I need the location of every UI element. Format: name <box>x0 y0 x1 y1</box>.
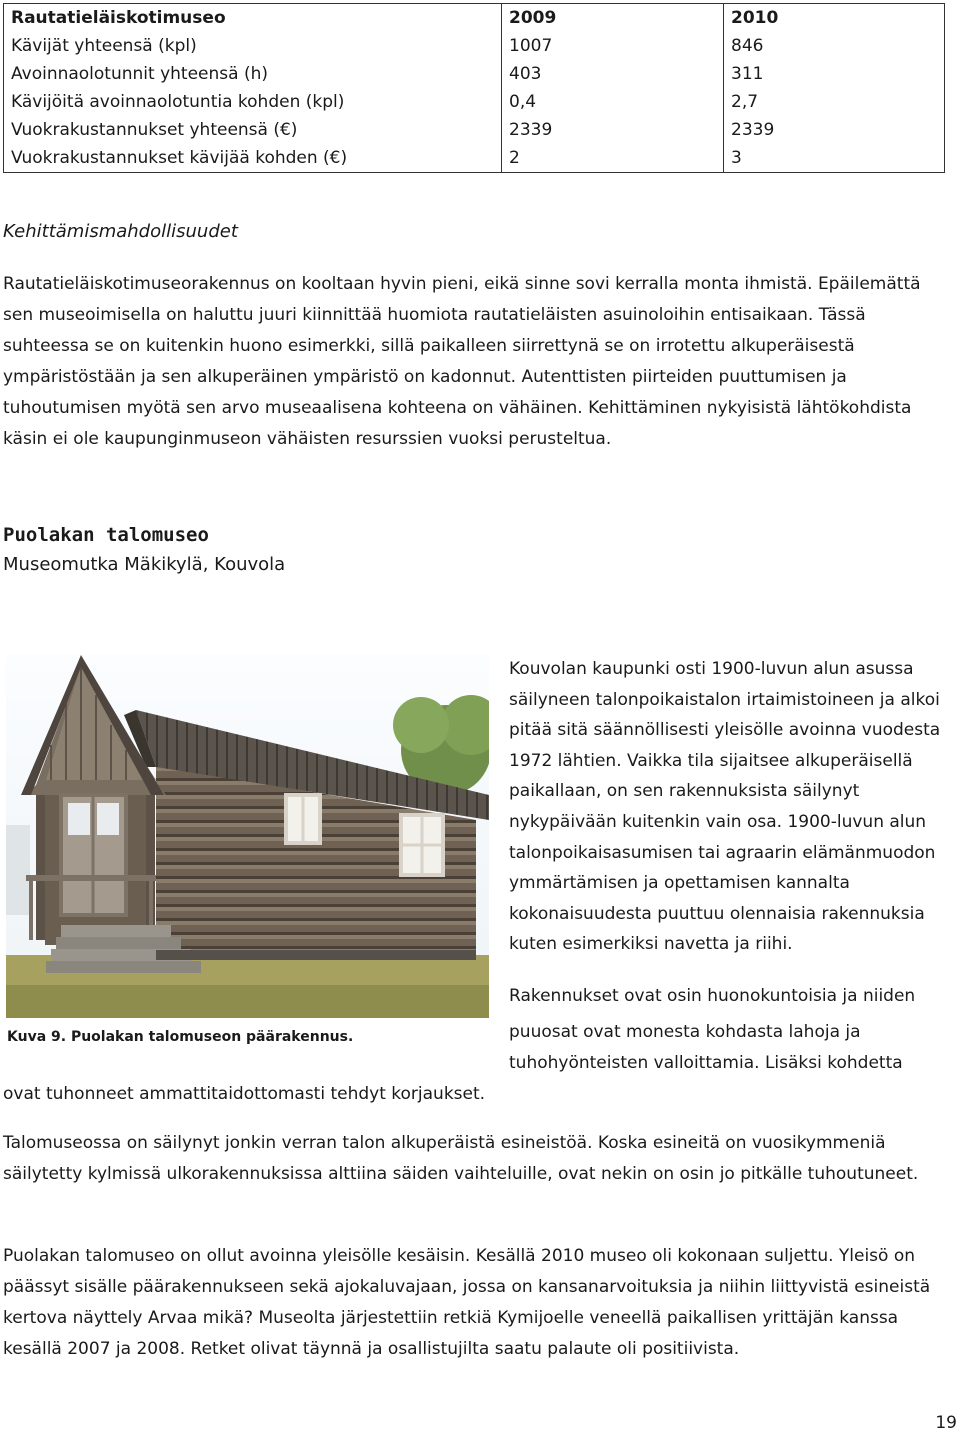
table-cell: Kävijät yhteensä (kpl) <box>11 36 197 56</box>
table-row <box>4 32 945 60</box>
table-header-cell: 2009 <box>502 4 724 33</box>
table-row <box>4 88 945 116</box>
table-cell: 846 <box>731 36 764 56</box>
table-header-cell: 2010 <box>731 8 779 28</box>
side-paragraph: Kouvolan kaupunki osti 1900-luvun alun asussa säilyneen talonpoikaistalon irtaimistoineen ja alkoi pitää sitä säännöllisesti yleisölle avoinna vuodesta 1972 lähtien. Vaikka tila sijaitsee alkuperäisellä paikallaan, on sen rakennuksista säilynyt nykypäivään kuitenkin vain osa. 1900-luvun alun talonpoikaisasumisen tai agraarin elämänmuodon ymmärtämisen ja opettamisen kannalta kokonaisuudesta puuttuu olennaisia rakennuksia kuten esimerkiksi navetta ja riihi. <box>509 659 941 955</box>
museum-house-photo <box>6 655 489 1018</box>
visitor-statistics-table <box>3 3 945 173</box>
table-cell: Vuokrakustannukset yhteensä (€) <box>11 120 298 140</box>
section-heading: Kehittämismahdollisuudet <box>3 221 238 242</box>
table-header-row <box>4 4 945 33</box>
page-number: 19 <box>935 1413 957 1433</box>
table-row <box>4 60 945 88</box>
table-cell: 2339 <box>731 120 775 140</box>
table-cell: 0,4 <box>502 88 724 116</box>
table-cell: 3 <box>731 148 742 168</box>
side-paragraph-continued: puuosat ovat monesta kohdasta lahoja ja tuhohyönteisten valloittamia. Lisäksi kohdetta <box>509 1022 903 1073</box>
table-cell: 2,7 <box>731 92 759 112</box>
table-cell: 311 <box>731 64 764 84</box>
table-cell: Avoinnaolotunnit yhteensä (h) <box>11 64 269 84</box>
museum-location: Museomutka Mäkikylä, Kouvola <box>3 554 286 575</box>
table-cell: 2339 <box>502 116 724 144</box>
side-paragraph-continued: Rakennukset ovat osin huonokuntoisia ja niiden <box>509 986 916 1006</box>
paragraph-collections: Talomuseossa on säilynyt jonkin verran talon alkuperäistä esineistöä. Koska esineitä on vuosikymmeniä säilytetty kylmissä ulkorakennuksissa alttiina säiden vaihteluille, ovat nekin on osin jo pitkälle tuhoutuneet. <box>3 1133 919 1184</box>
table-cell: 1007 <box>502 32 724 60</box>
museum-title: Puolakan talomuseo <box>3 524 209 546</box>
paragraph-tail: ovat tuhonneet ammattitaidottomasti tehdyt korjaukset. <box>3 1084 486 1104</box>
table-row <box>4 116 945 144</box>
table-cell: Vuokrakustannukset kävijää kohden (€) <box>11 148 348 168</box>
paragraph-development: Rautatieläiskotimuseorakennus on kooltaan hyvin pieni, eikä sinne sovi kerralla monta ihmistä. Epäilemättä sen museoimisella on haluttu juuri kiinnittää huomiota rautatieläisten asuinoloihin entisaikaan. Tässä suhteessa se on kuitenkin huono esimerkki, sillä paikalleen siirrettynä se on irrotettu alkuperäisestä ympäristöstään ja sen alkuperäinen ympäristö on kadonnut. Autenttisten piirteiden puuttumisen ja tuhoutumisen myötä sen arvo museaalisena kohteena on vähäinen. Kehittäminen nykyisistä lähtökohdista käsin ei ole kaupunginmuseon vähäisten resurssien vuoksi perusteltua. <box>3 274 921 449</box>
table-cell: Kävijöitä avoinnaolotuntia kohden (kpl) <box>11 92 345 112</box>
table-row <box>4 144 945 173</box>
table-header-cell: Rautatieläiskotimuseo <box>11 8 226 28</box>
photo-caption: Kuva 9. Puolakan talomuseon päärakennus. <box>7 1029 354 1045</box>
paragraph-opening: Puolakan talomuseo on ollut avoinna yleisölle kesäisin. Kesällä 2010 museo oli kokonaan suljettu. Yleisö on päässyt sisälle päärakennukseen sekä ajokaluvajaan, jossa on kansanarvoituksia ja niihin liittyvistä esineistä kertova näyttely Arvaa mikä? Museolta järjestettiin retkiä Kymijoelle veneellä paikallisen yrittäjän kanssa kesällä 2007 ja 2008. Retket olivat täynnä ja osallistujilta saatu palaute oli positiivista. <box>3 1246 931 1359</box>
table-cell: 403 <box>502 60 724 88</box>
table-cell: 2 <box>502 144 724 173</box>
